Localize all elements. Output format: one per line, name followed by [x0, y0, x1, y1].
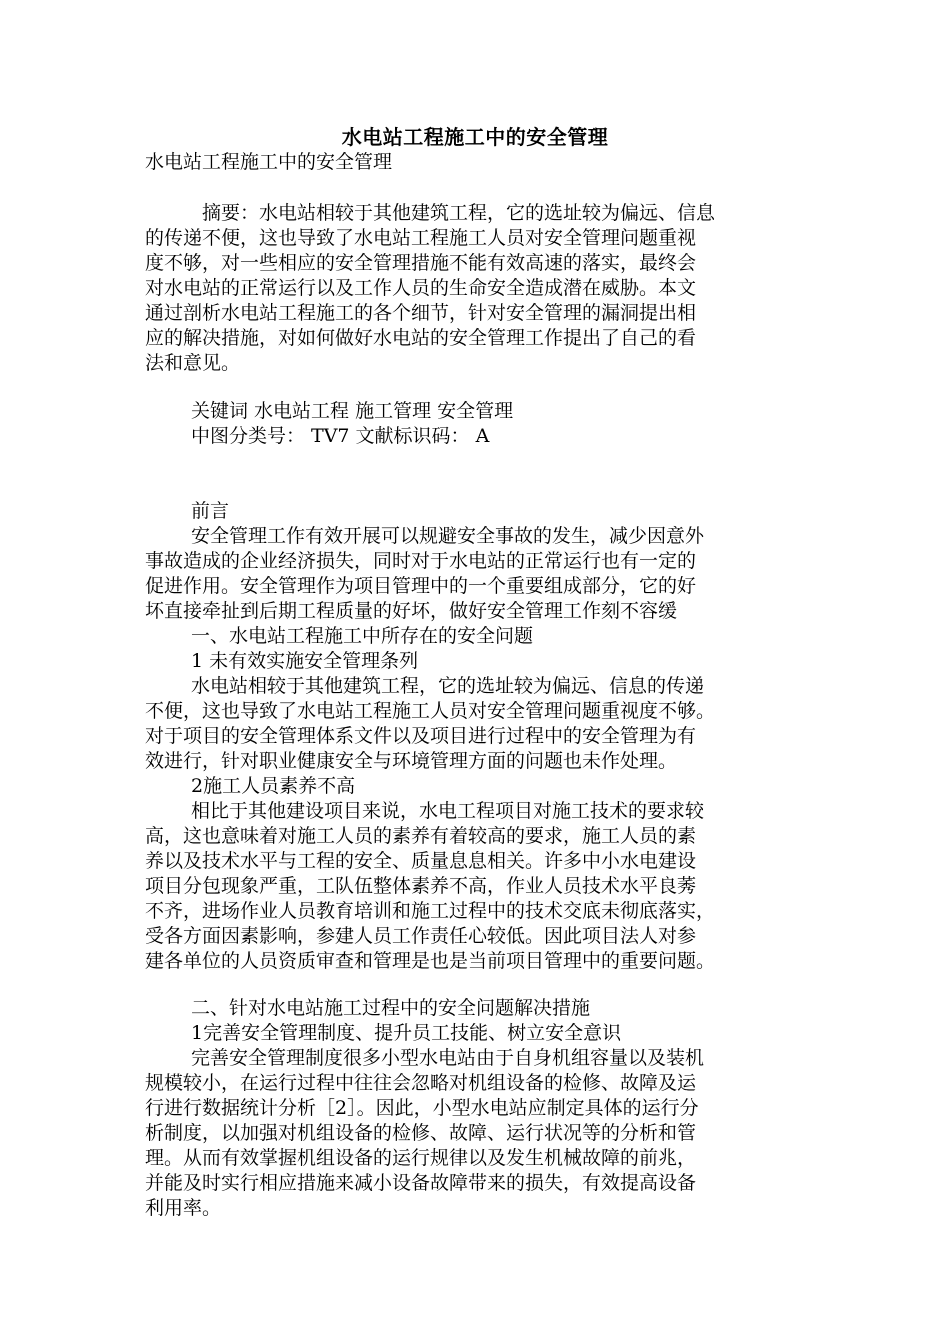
- paragraph-line: 行进行数据统计分析［2］。因此，小型水电站应制定具体的运行分: [145, 1097, 699, 1119]
- preface: [145, 499, 805, 974]
- section2-heading: 二、针对水电站施工过程中的安全问题解决措施: [191, 997, 591, 1019]
- classification: 中图分类号： TV7 文献标识码： A: [191, 425, 490, 447]
- paragraph-line: 水电站相较于其他建筑工程，它的选址较为偏远、信息的传递: [191, 675, 705, 697]
- paragraph-line: 理。从而有效掌握机组设备的运行规律以及发生机械故障的前兆，: [145, 1147, 697, 1169]
- paragraph-line: 不齐，进场作业人员教育培训和施工过程中的技术交底未彻底落实，: [145, 900, 716, 922]
- abstract-line: 度不够，对一些相应的安全管理措施不能有效高速的落实，最终会: [145, 252, 697, 274]
- subsection-heading: 2施工人员素养不高: [191, 775, 356, 797]
- paragraph-line: 受各方面因素影响，参建人员工作责任心较低。因此项目法人对参: [145, 925, 697, 947]
- abstract-line: 应的解决措施，对如何做好水电站的安全管理工作提出了自己的看: [145, 327, 697, 349]
- paragraph-line: 养以及技术水平与工程的安全、质量息息相关。许多中小水电建设: [145, 850, 697, 872]
- abstract: [145, 201, 805, 376]
- document-title: 水电站工程施工中的安全管理: [341, 125, 609, 149]
- preface-heading: 前言: [191, 500, 230, 522]
- paragraph-line: 对于项目的安全管理体系文件以及项目进行过程中的安全管理为有: [145, 725, 697, 747]
- document-subtitle: [145, 150, 805, 175]
- abstract-line: 对水电站的正常运行以及工作人员的生命安全造成潜在威胁。本文: [145, 277, 697, 299]
- paragraph-line: 高，这也意味着对施工人员的素养有着较高的要求，施工人员的素: [145, 825, 697, 847]
- paragraph-line: 相比于其他建设项目来说，水电工程项目对施工技术的要求较: [191, 800, 705, 822]
- abstract-line: 法和意见。: [145, 352, 241, 374]
- paragraph-line: 不便，这也导致了水电站工程施工人员对安全管理问题重视度不够。: [145, 700, 716, 722]
- keywords-block: [145, 399, 805, 449]
- section1-heading: 一、水电站工程施工中所存在的安全问题: [191, 625, 534, 647]
- preface-line: 坏直接牵扯到后期工程质量的好坏，做好安全管理工作刻不容缓: [145, 600, 678, 622]
- subsection-heading: 1完善安全管理制度、提升员工技能、树立安全意识: [191, 1022, 622, 1044]
- preface-line: 促进作用。安全管理作为项目管理中的一个重要组成部分，它的好: [145, 575, 697, 597]
- preface-line: 安全管理工作有效开展可以规避安全事故的发生，减少因意外: [191, 525, 705, 547]
- paragraph-line: 并能及时实行相应措施来减小设备故障带来的损失，有效提高设备: [145, 1172, 697, 1194]
- paragraph-line: 完善安全管理制度很多小型水电站由于自身机组容量以及装机: [191, 1047, 705, 1069]
- section2: [145, 996, 805, 1221]
- paragraph-line: 建各单位的人员资质审查和管理是也是当前项目管理中的重要问题。: [145, 950, 716, 972]
- abstract-line: 摘要：水电站相较于其他建筑工程，它的选址较为偏远、信息: [202, 202, 716, 224]
- abstract-line: 的传递不便，这也导致了水电站工程施工人员对安全管理问题重视: [145, 227, 697, 249]
- paragraph-line: 效进行，针对职业健康安全与环境管理方面的问题也未作处理。: [145, 750, 678, 772]
- paragraph-line: 利用率。: [145, 1197, 222, 1219]
- paragraph-line: 项目分包现象严重，工队伍整体素养不高，作业人员技术水平良莠: [145, 875, 697, 897]
- paragraph-line: 规模较小，在运行过程中往往会忽略对机组设备的检修、故障及运: [145, 1072, 697, 1094]
- preface-line: 事故造成的企业经济损失，同时对于水电站的正常运行也有一定的: [145, 550, 697, 572]
- abstract-line: 通过剖析水电站工程施工的各个细节，针对安全管理的漏洞提出相: [145, 302, 697, 324]
- paragraph-line: 析制度，以加强对机组设备的检修、故障、运行状况等的分析和管: [145, 1122, 697, 1144]
- subsection-heading: 1 未有效实施安全管理条列: [191, 650, 419, 672]
- subtitle-text: 水电站工程施工中的安全管理: [145, 151, 393, 173]
- keywords: 关键词 水电站工程 施工管理 安全管理: [191, 400, 514, 422]
